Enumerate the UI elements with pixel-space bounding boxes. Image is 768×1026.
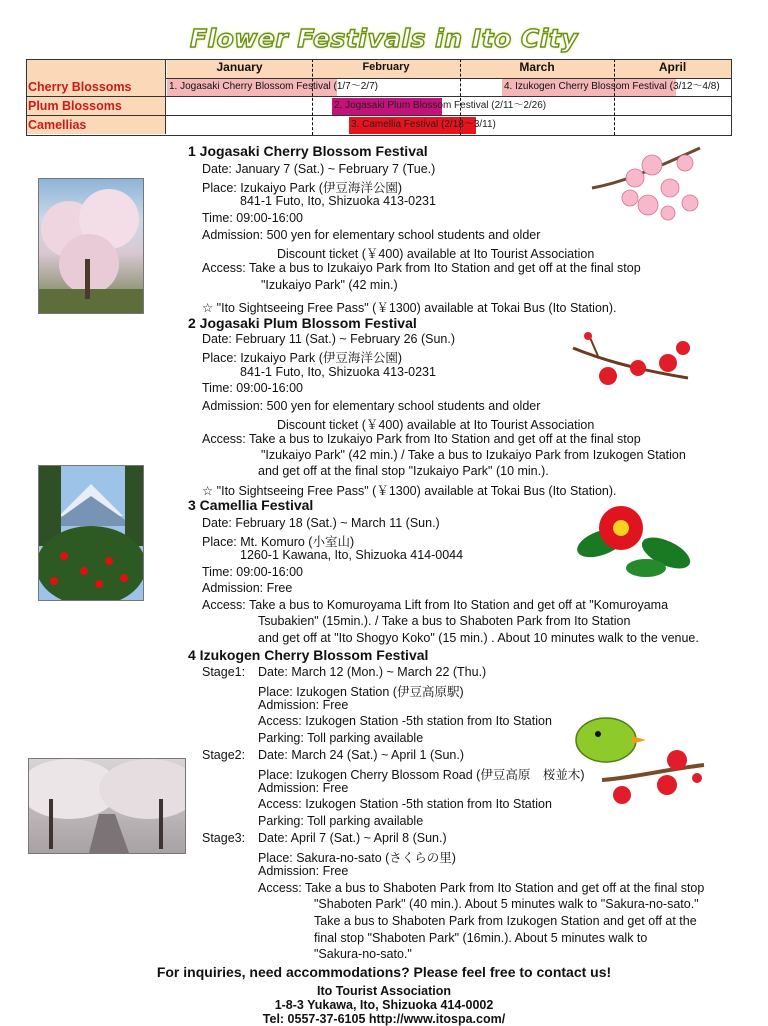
section3-heading: 3 Camellia Festival [188,497,314,513]
section1-address: 841-1 Futo, Ito, Shizuoka 413-0231 [240,194,436,208]
section3-admission: Admission: Free [202,581,293,595]
stage3-access5: "Sakura-no-sato." [314,947,412,961]
stage2-access: Access: Izukogen Station -5th station from Ito Station [258,797,552,811]
section1-discount: Discount ticket (￥400) available at Ito Tourist Association [277,247,595,261]
footer-organization: Ito Tourist Association [316,984,452,998]
section1-place: Place: Izukaiyo Park (伊豆海洋公園) [202,181,403,195]
page-title: Flower Festivals in Ito City [189,24,579,53]
bar-izukogen-cherry-text: 4. Izukogen Cherry Blossom Festival (3/12～4/8) [504,81,720,92]
section2-access: Access: Take a bus to Izukaiyo Park from Ito Station and get off at the final stop [202,432,641,446]
section2-access3: and get off at the final stop "Izukaiyo Park" (10 min.). [258,464,549,478]
section3-access3: and get off at "Ito Shogyo Koko" (15 min.) . About 10 minutes walk to the venue. [258,631,699,645]
section2-date: Date: February 11 (Sat.) ~ February 26 (Sun.) [202,332,456,346]
stage2-admission: Admission: Free [258,781,349,795]
section1-access: Access: Take a bus to Izukaiyo Park from Ito Station and get off at the final stop [202,261,641,275]
month-april: April [614,59,731,78]
section3-time: Time: 09:00-16:00 [202,565,303,579]
stage3-place: Place: Sakura-no-sato (さくらの里) [258,851,456,865]
month-march: March [460,59,614,78]
plum-blossom-icon [568,328,698,388]
footer-address: 1-8-3 Yukawa, Ito, Shizuoka 414-0002 [274,998,494,1012]
section1-admission: Admission: 500 yen for elementary school students and older [202,228,541,242]
footer-contact: Tel: 0557-37-6105 http://www.itospa.com/ [262,1012,506,1026]
month-february: February [312,59,460,78]
bar-jogasaki-plum: 2. Jogasaki Plum Blossom Festival (2/11～2/26) [332,98,442,115]
bird-on-plum-icon [572,710,707,810]
section2-discount: Discount ticket (￥400) available at Ito Tourist Association [277,418,595,432]
cherry-tree-photo-art [39,179,143,313]
stage1-parking: Parking: Toll parking available [258,731,424,745]
section3-address: 1260-1 Kawana, Ito, Shizuoka 414-0044 [240,548,464,562]
stage1-access: Access: Izukogen Station -5th station from Ito Station [258,714,552,728]
stage3-admission: Admission: Free [258,864,349,878]
section1-date: Date: January 7 (Sat.) ~ February 7 (Tue.) [202,162,436,176]
stage2-date: Date: March 24 (Sat.) ~ April 1 (Sun.) [258,748,464,762]
section2-address: 841-1 Futo, Ito, Shizuoka 413-0231 [240,365,436,379]
section1-note: ☆ "Ito Sightseeing Free Pass" (￥1300) available at Tokai Bus (Ito Station). [202,301,617,315]
section2-place: Place: Izukaiyo Park (伊豆海洋公園) [202,351,403,365]
section1-heading: 1 Jogasaki Cherry Blossom Festival [188,143,428,159]
stage3-access4: final stop "Shaboten Park" (16min.). About 5 minutes walk to [314,931,648,945]
section3-place: Place: Mt. Komuro (小室山) [202,535,355,549]
stage2-parking: Parking: Toll parking available [258,814,424,828]
stage3-access3: Take a bus to Shaboten Park from Izukogen Station and get off at the [314,914,697,928]
bar-camellia: 3. Camellia Festival (2/18～3/11) [349,117,476,134]
camellia-mountain-photo [38,465,144,601]
month-january: January [167,59,312,78]
row-label-camellia: Camellias [26,116,166,134]
section2-access2: "Izukaiyo Park" (42 min.) / Take a bus to Izukaiyo Park from Izukogen Station [261,448,686,462]
cherry-road-photo [28,758,186,854]
section1-access2: "Izukaiyo Park" (42 min.) [261,278,398,292]
stage2-place: Place: Izukogen Cherry Blossom Road (伊豆高原 桜並木) [258,768,585,782]
row-label-plum: Plum Blossoms [26,97,166,115]
section1-time: Time: 09:00-16:00 [202,211,303,225]
stage3-date: Date: April 7 (Sat.) ~ April 8 (Sun.) [258,831,447,845]
footer-inquiry: For inquiries, need accommodations? Please feel free to contact us! [156,964,612,980]
section3-access2: Tsubakien" (15min.). / Take a bus to Shaboten Park from Ito Station [258,614,631,628]
row-label-cherry: Cherry Blossoms [26,78,166,96]
section2-time: Time: 09:00-16:00 [202,381,303,395]
section4-heading: 4 Izukogen Cherry Blossom Festival [188,647,429,663]
stage1-admission: Admission: Free [258,698,349,712]
section2-note: ☆ "Ito Sightseeing Free Pass" (￥1300) available at Tokai Bus (Ito Station). [202,484,617,498]
cherry-tree-photo [38,178,144,314]
bar-jogasaki-cherry: 1. Jogasaki Cherry Blossom Festival (1/7～2/7) [167,79,337,96]
section2-heading: 2 Jogasaki Plum Blossom Festival [188,315,417,331]
cherry-blossom-icon [590,143,710,225]
cherry-road-photo-art [29,759,185,853]
stage3-access2: "Shaboten Park" (40 min.). About 5 minutes walk to "Sakura-no-sato." [314,897,699,911]
camellia-mountain-photo-art [39,466,143,600]
camellia-icon [566,503,706,583]
section2-admission: Admission: 500 yen for elementary school students and older [202,399,541,413]
section3-date: Date: February 18 (Sat.) ~ March 11 (Sun.) [202,516,440,530]
stage3-access: Access: Take a bus to Shaboten Park from Ito Station and get off at the final stop [258,881,705,895]
schedule-border [26,59,732,136]
stage1-label: Stage1: [202,665,246,679]
section3-access: Access: Take a bus to Komuroyama Lift from Ito Station and get off at "Komuroyama [202,598,669,612]
stage1-date: Date: March 12 (Mon.) ~ March 22 (Thu.) [258,665,487,679]
stage1-place: Place: Izukogen Station (伊豆高原駅) [258,685,464,699]
stage2-label: Stage2: [202,748,246,762]
stage3-label: Stage3: [202,831,246,845]
